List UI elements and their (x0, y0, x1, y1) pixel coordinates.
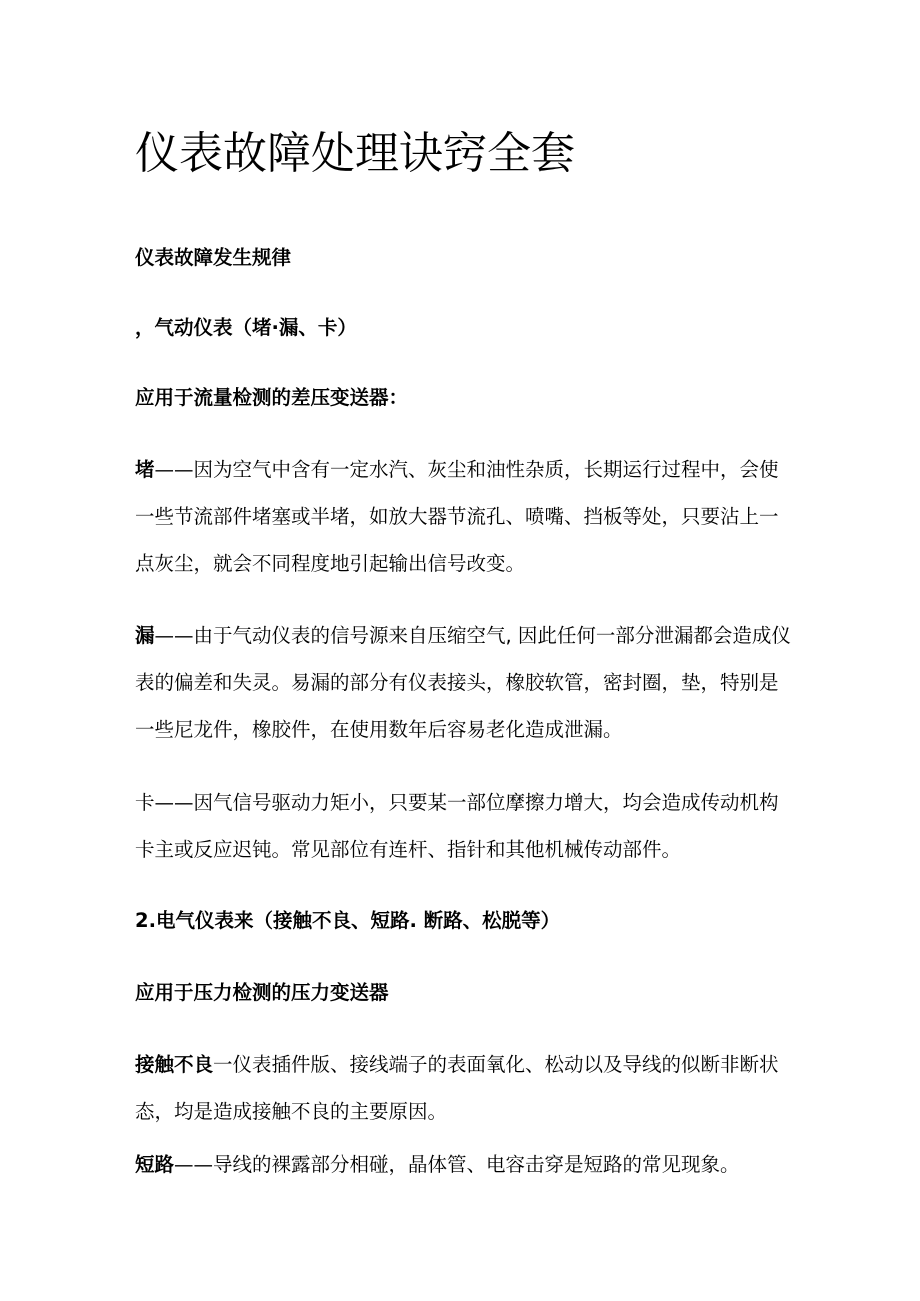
section-heading-pneumatic: ，气动仪表（堵·漏、卡） (135, 316, 357, 339)
section-heading-electrical: 2.电气仪表来（接触不良、短路. 断路、松脱等） (135, 909, 561, 932)
paragraph-lead-poor-contact: 接触不良 (135, 1053, 214, 1076)
paragraph-lead-short-circuit: 短路 (135, 1153, 175, 1176)
paragraph-stuck (135, 779, 792, 873)
paragraph-short-circuit (135, 1141, 792, 1188)
paragraph-leak (135, 612, 792, 753)
paragraph-blockage (135, 446, 792, 587)
paragraph-lead-leak: 漏 (135, 624, 155, 647)
section-heading-diff-pressure: 应用于流量检测的差压变送器： (135, 386, 409, 409)
document-title: 仪表故障处理诀窍全套 (135, 128, 575, 179)
paragraph-body-short-circuit: ——导线的裸露部分相碰，晶体管、电容击穿是短路的常见现象。 (174, 1153, 740, 1176)
paragraph-poor-contact (135, 1041, 792, 1135)
paragraph-lead-blockage: 堵 (135, 458, 155, 481)
paragraph-body-stuck: 卡——因气信号驱动力矩小，只要某一部位摩擦力增大，均会造成传动机构卡主或反应迟钝。常见部位有连杆、指针和其他机械传动部件。 (135, 791, 779, 861)
paragraph-body-leak: ——由于气动仪表的信号源来自压缩空气, 因此任何一部分泄漏都会造成仪表的偏差和失灵。易漏的部分有仪表接头，橡胶软管，密封圈，垫，特别是一些尼龙件，橡胶件，在使用数年后容易老化造成泄漏。 (135, 624, 791, 741)
section-heading-fault-rules: 仪表故障发生规律 (135, 246, 292, 269)
paragraph-body-poor-contact: 一仪表插件版、接线端子的表面氧化、松动以及导线的似断非断状态，均是造成接触不良的主要原因。 (135, 1053, 779, 1123)
paragraph-body-blockage: ——因为空气中含有一定水汽、灰尘和油性杂质，长期运行过程中，会使一些节流部件堵塞或半堵，如放大器节流孔、喷嘴、挡板等处，只要沾上一点灰尘，就会不同程度地引起输出信号改变。 (135, 458, 779, 575)
section-heading-pressure-transmitter: 应用于压力检测的压力变送器 (135, 981, 389, 1004)
